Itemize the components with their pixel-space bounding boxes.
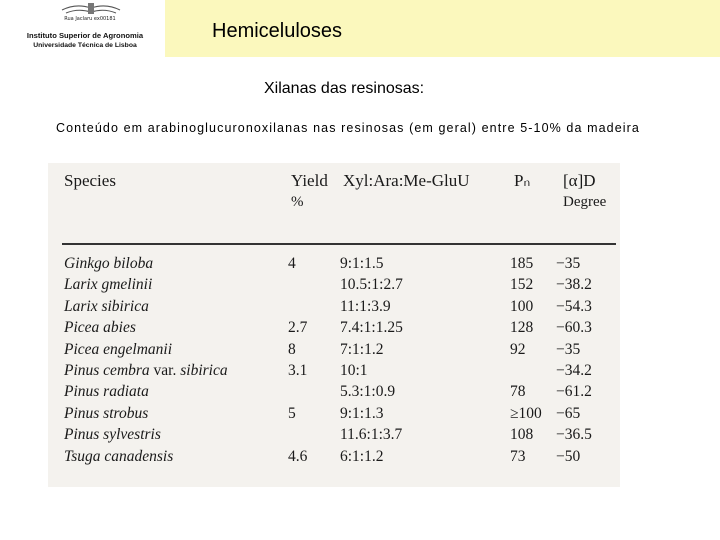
table-cell-ratio: 7.4:1:1.25 bbox=[340, 319, 403, 337]
table-cell-rotation: −35 bbox=[556, 340, 581, 358]
table-row-species bbox=[64, 426, 161, 444]
slide-subtitle: Xilanas das resinosas: bbox=[264, 80, 425, 97]
institution-logo bbox=[0, 0, 165, 57]
table-cell-rotation: −54.3 bbox=[556, 297, 592, 315]
table-row-species bbox=[64, 448, 173, 466]
species-name: Pinus sylvestris bbox=[64, 426, 161, 444]
table-cell-yield: 4 bbox=[288, 255, 296, 272]
table-cell-yield: 4.6 bbox=[288, 447, 308, 465]
table-cell-pn: ≥100 bbox=[510, 404, 542, 422]
table-cell-pn: 100 bbox=[510, 297, 534, 315]
species-name: Pinus radiata bbox=[64, 383, 149, 401]
header-species: Species bbox=[64, 171, 116, 190]
table-cell-ratio: 9:1:1.3 bbox=[340, 404, 384, 422]
table-row-species bbox=[64, 383, 149, 401]
table-cell-yield: 2.7 bbox=[288, 319, 308, 337]
header-rotation: [α]D bbox=[563, 171, 596, 190]
header-ratio: Xyl:Ara:Me-GluU bbox=[343, 171, 470, 190]
table-row-species bbox=[64, 341, 172, 359]
species-name: Pinus strobus bbox=[64, 404, 149, 422]
species-name: Picea engelmanii bbox=[64, 340, 173, 358]
species-name: Ginkgo biloba bbox=[64, 255, 154, 272]
species-name: Larix sibirica bbox=[64, 297, 149, 315]
species-var: var. bbox=[153, 362, 177, 379]
slide-title: Hemiceluloses bbox=[212, 20, 343, 42]
table-cell-ratio: 11:1:3.9 bbox=[340, 297, 391, 315]
table-cell-rotation: −34.2 bbox=[556, 362, 592, 379]
table-row-species bbox=[64, 405, 148, 423]
table-cell-pn: 185 bbox=[510, 255, 534, 272]
table-cell-rotation: −65 bbox=[556, 404, 581, 422]
table-cell-ratio: 5.3:1:0.9 bbox=[340, 383, 396, 401]
table-cell-rotation: −60.3 bbox=[556, 319, 592, 337]
table-cell-pn: 73 bbox=[510, 447, 526, 465]
table-cell-pn: 92 bbox=[510, 340, 526, 358]
slide-description: Conteúdo em arabinoglucuronoxilanas nas resinosas (em geral) entre 5-10% da madeira bbox=[56, 121, 640, 135]
table-cell-ratio: 10:1 bbox=[340, 362, 368, 379]
table-cell-pn: 152 bbox=[510, 276, 534, 294]
header-rule bbox=[62, 243, 616, 245]
table-cell-rotation: −35 bbox=[556, 255, 581, 272]
table-cell-pn: 128 bbox=[510, 319, 534, 337]
table-cell-ratio: 10.5:1:2.7 bbox=[340, 276, 403, 294]
logo-small-text: Rua Jaclaru ex00181 bbox=[64, 16, 116, 22]
table-row-species bbox=[64, 319, 136, 337]
table-cell-rotation: −61.2 bbox=[556, 383, 592, 401]
species-name: Picea abies bbox=[64, 319, 136, 337]
header-yield: Yield bbox=[291, 171, 328, 190]
table-cell-ratio: 7:1:1.2 bbox=[340, 340, 384, 358]
header-banner bbox=[0, 0, 720, 57]
logo-university-name: Universidade Técnica de Lisboa bbox=[33, 42, 137, 49]
table-cell-yield: 5 bbox=[288, 404, 296, 422]
table-row-species bbox=[64, 298, 149, 316]
header-pn: Pₙ bbox=[514, 171, 531, 190]
logo-institute-name: Instituto Superior de Agronomia bbox=[26, 31, 144, 40]
table-cell-yield: 8 bbox=[288, 340, 296, 358]
species-suffix: sibirica bbox=[180, 362, 228, 379]
table-row-species bbox=[64, 362, 228, 380]
table-cell-rotation: −50 bbox=[556, 447, 581, 465]
crest-icon bbox=[60, 2, 122, 16]
table-row-species bbox=[64, 276, 152, 294]
table-cell-pn: 78 bbox=[510, 383, 526, 401]
species-name: Larix gmelinii bbox=[64, 276, 153, 294]
table-cell-pn: 108 bbox=[510, 426, 534, 444]
table-cell-rotation: −36.5 bbox=[556, 426, 592, 444]
xylan-data-table bbox=[48, 163, 620, 487]
table-cell-ratio: 11.6:1:3.7 bbox=[340, 426, 403, 444]
table-cell-rotation: −38.2 bbox=[556, 276, 592, 294]
table-cell-yield: 3.1 bbox=[288, 362, 308, 379]
table-cell-ratio: 9:1:1.5 bbox=[340, 255, 384, 272]
species-name: Pinus cembra bbox=[64, 362, 150, 379]
header-rotation-unit: Degree bbox=[563, 194, 607, 210]
species-name: Tsuga canadensis bbox=[64, 447, 174, 465]
table-cell-ratio: 6:1:1.2 bbox=[340, 447, 384, 465]
table-row-species bbox=[64, 255, 153, 273]
header-yield-unit: % bbox=[291, 194, 304, 210]
